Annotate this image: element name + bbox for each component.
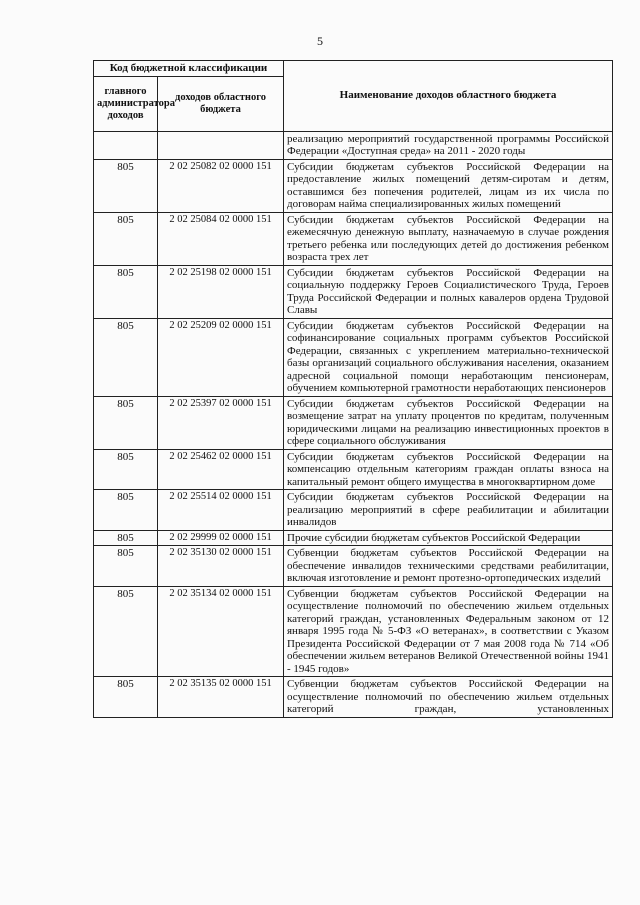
- admin-code-cell: 805: [94, 677, 158, 718]
- income-name-cell: Субвенции бюджетам субъектов Российской Федерации на осуществление полномочий по обеспечению жильем отдельных категорий граждан, установленных Федеральным законом от 12 января 1995 года № 5-ФЗ «О ветеранах», в соответствии с Указом Президента Российской Федерации от 7 мая 2008 года № 714 «Об обеспечении жильем ветеранов Великой Отечественной войны 1941 - 1945 годов»: [284, 586, 613, 677]
- income-name-cell: Субвенции бюджетам субъектов Российской Федерации на осуществление полномочий по обеспечению жильем отдельных категорий граждан, установленных: [284, 677, 613, 718]
- admin-code-cell: 805: [94, 449, 158, 490]
- income-code-cell: 2 02 25082 02 0000 151: [158, 159, 284, 212]
- table-body: [94, 131, 613, 717]
- income-code-cell: 2 02 25462 02 0000 151: [158, 449, 284, 490]
- admin-code-cell: 805: [94, 318, 158, 396]
- income-code-cell: 2 02 25397 02 0000 151: [158, 396, 284, 449]
- income-name-cell: Прочие субсидии бюджетам субъектов Российской Федерации: [284, 530, 613, 546]
- admin-code-cell: [94, 131, 158, 159]
- table-row: [94, 586, 613, 677]
- table-row: [94, 159, 613, 212]
- income-name-cell: Субсидии бюджетам субъектов Российской Федерации на реализацию мероприятий в сфере реабилитации и абилитации инвалидов: [284, 490, 613, 531]
- table-header: [94, 61, 613, 132]
- admin-code-cell: 805: [94, 490, 158, 531]
- income-name-cell: Субсидии бюджетам субъектов Российской Федерации на ежемесячную денежную выплату, назначаемую в случае рождения третьего ребенка или последующих детей до достижения ребенком возраста трех лет: [284, 212, 613, 265]
- table-row: [94, 212, 613, 265]
- income-name-cell: Субсидии бюджетам субъектов Российской Федерации на софинансирование социальных программ субъектов Российской Федерации, связанных с укреплением материально-технической базы организаций социального обслуживания населения, оказанием адресной социальной помощи неработающим пенсионерам, обучением компьютерной грамотности неработающих пенсионеров: [284, 318, 613, 396]
- header-income-column: доходов областного бюджета: [158, 76, 284, 131]
- header-name-column: Наименование доходов областного бюджета: [284, 61, 613, 132]
- income-name-cell: реализацию мероприятий государственной программы Российской Федерации «Доступная среда» на 2011 - 2020 годы: [284, 131, 613, 159]
- admin-code-cell: 805: [94, 586, 158, 677]
- income-code-cell: 2 02 25198 02 0000 151: [158, 265, 284, 318]
- table-row: [94, 318, 613, 396]
- income-code-cell: 2 02 35134 02 0000 151: [158, 586, 284, 677]
- admin-code-cell: 805: [94, 396, 158, 449]
- budget-classification-table: [93, 60, 613, 718]
- page-number: 5: [317, 34, 323, 48]
- table-row: [94, 449, 613, 490]
- admin-code-cell: 805: [94, 530, 158, 546]
- income-name-cell: Субсидии бюджетам субъектов Российской Федерации на социальную поддержку Героев Социалистического Труда, Героев Труда Российской Федерации и полных кавалеров ордена Трудовой Славы: [284, 265, 613, 318]
- table-row: [94, 490, 613, 531]
- admin-code-cell: 805: [94, 546, 158, 587]
- header-group-title: Код бюджетной классификации: [94, 61, 284, 77]
- table-row: [94, 530, 613, 546]
- income-code-cell: [158, 131, 284, 159]
- table-row: [94, 131, 613, 159]
- income-name-cell: Субсидии бюджетам субъектов Российской Федерации на возмещение затрат на уплату процентов по кредитам, полученным юридическими лицами на реализацию инвестиционных проектов в сфере социального обслуживания: [284, 396, 613, 449]
- header-admin-column: главного администратора доходов: [94, 76, 158, 131]
- table-row: [94, 546, 613, 587]
- admin-code-cell: 805: [94, 265, 158, 318]
- table-row: [94, 677, 613, 718]
- admin-code-cell: 805: [94, 159, 158, 212]
- income-code-cell: 2 02 35135 02 0000 151: [158, 677, 284, 718]
- table-row: [94, 396, 613, 449]
- income-name-cell: Субсидии бюджетам субъектов Российской Федерации на компенсацию отдельным категориям граждан оплаты взноса на капитальный ремонт общего имущества в многоквартирном доме: [284, 449, 613, 490]
- table-row: [94, 265, 613, 318]
- income-code-cell: 2 02 29999 02 0000 151: [158, 530, 284, 546]
- income-code-cell: 2 02 25514 02 0000 151: [158, 490, 284, 531]
- income-code-cell: 2 02 35130 02 0000 151: [158, 546, 284, 587]
- income-code-cell: 2 02 25084 02 0000 151: [158, 212, 284, 265]
- admin-code-cell: 805: [94, 212, 158, 265]
- income-code-cell: 2 02 25209 02 0000 151: [158, 318, 284, 396]
- income-name-cell: Субвенции бюджетам субъектов Российской Федерации на обеспечение инвалидов техническими средствами реабилитации, включая изготовление и ремонт протезно-ортопедических изделий: [284, 546, 613, 587]
- income-name-cell: Субсидии бюджетам субъектов Российской Федерации на предоставление жилых помещений детям-сиротам и детям, оставшимся без попечения родителей, лицам из их числа по договорам найма специализированных жилых помещений: [284, 159, 613, 212]
